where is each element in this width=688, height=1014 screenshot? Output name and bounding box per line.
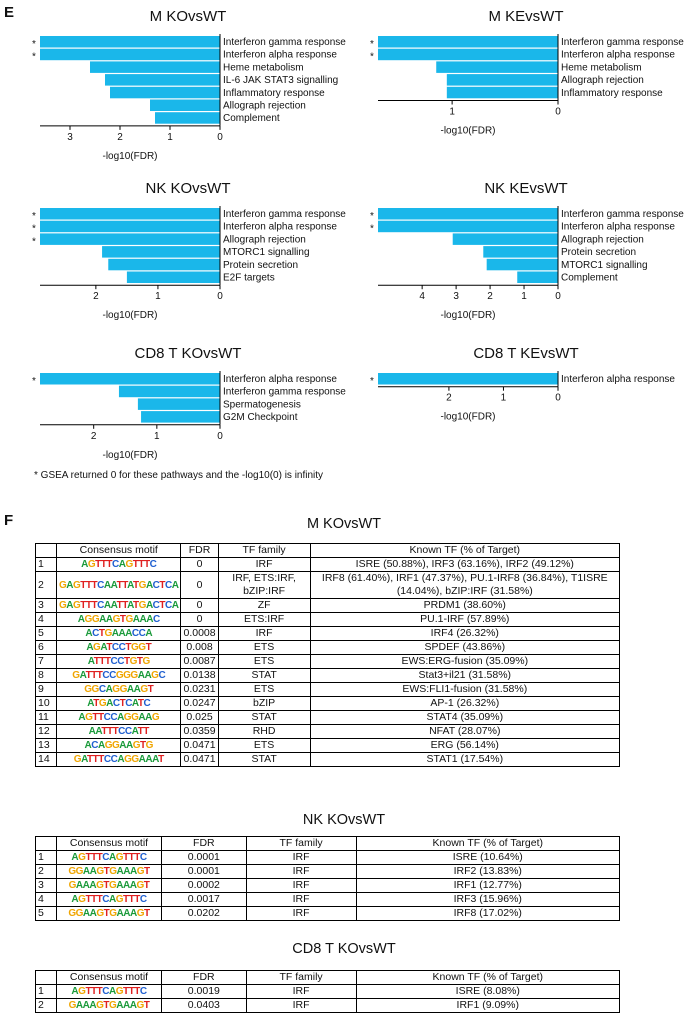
table-row [36, 851, 620, 865]
motif-logo [57, 558, 181, 572]
table-cell: NFAT (28.07%) [310, 725, 619, 739]
table-cell: STAT [218, 753, 310, 767]
category-label: Allograph rejection [561, 75, 644, 87]
chart-plot [366, 180, 686, 328]
table-cell: ZF [218, 599, 310, 613]
motif-logo [57, 572, 181, 599]
row-index: 1 [36, 985, 57, 999]
row-index: 4 [36, 613, 57, 627]
bar-1 [40, 221, 220, 233]
table-cell: IRF3 (15.96%) [356, 893, 619, 907]
tick-label: 0 [555, 106, 561, 118]
table-row [36, 999, 620, 1013]
bar-0 [378, 373, 558, 385]
motif-sequence: AGTTTCAGTTTC [81, 559, 157, 570]
motif-table-m [35, 543, 620, 767]
row-index: 11 [36, 711, 57, 725]
motif-sequence: GAGTTTCAATTATGACTCA [59, 600, 179, 611]
table-cell: 0.0202 [162, 907, 247, 921]
category-label: G2M Checkpoint [223, 412, 298, 424]
infinity-marker: * [370, 376, 374, 387]
bar-2 [90, 61, 220, 73]
table-cell: STAT1 (17.54%) [310, 753, 619, 767]
tick-label: 3 [67, 131, 73, 143]
chart-title: M KOvsWT [149, 8, 227, 25]
bar-3 [447, 74, 558, 86]
infinity-marker: * [370, 223, 374, 235]
table-title-cd8: CD8 T KOvsWT [292, 941, 396, 957]
motif-logo [57, 999, 162, 1013]
tick-label: 2 [93, 291, 99, 303]
category-label: Interferon gamma response [223, 386, 346, 398]
table-cell: 0 [181, 599, 218, 613]
table-cell: ETS:IRF [218, 613, 310, 627]
table-cell: IRF [246, 999, 356, 1013]
row-index: 8 [36, 669, 57, 683]
table-cell: 0 [181, 558, 218, 572]
row-index: 10 [36, 697, 57, 711]
table-row [36, 725, 620, 739]
table-cell: 0.0471 [181, 739, 218, 753]
table-cell: IRF1 (9.09%) [356, 999, 619, 1013]
table-cell: RHD [218, 725, 310, 739]
motif-sequence: GGAAGTGAAAGT [68, 908, 150, 919]
motif-sequence: AGTTCCAGGAAG [78, 712, 160, 723]
motif-sequence: GATTTCCGGGAAGC [72, 670, 166, 681]
table-cell: 0.0008 [181, 627, 218, 641]
motif-logo [57, 613, 181, 627]
table-cell: SPDEF (43.86%) [310, 641, 619, 655]
table-cell: 0.0001 [162, 865, 247, 879]
table-cell: 0.0231 [181, 683, 218, 697]
table-cell: ETS [218, 655, 310, 669]
table-cell: bZIP [218, 697, 310, 711]
table-header-row [36, 837, 620, 851]
bar-4 [487, 259, 558, 271]
bar-3 [141, 411, 220, 423]
table-row [36, 599, 620, 613]
table-cell: 0.0017 [162, 893, 247, 907]
table-row [36, 641, 620, 655]
table-cell: ISRE (8.08%) [356, 985, 619, 999]
row-index: 5 [36, 627, 57, 641]
table-cell: ISRE (10.64%) [356, 851, 619, 865]
header-cell: TF family [218, 544, 310, 558]
table-cell: IRF [218, 627, 310, 641]
row-index: 3 [36, 879, 57, 893]
infinity-marker: * [32, 376, 36, 387]
table-cell: 0.0019 [162, 985, 247, 999]
table-title-nk: NK KOvsWT [302, 812, 386, 828]
motif-logo [57, 893, 162, 907]
chart-m-kovswt [28, 8, 348, 162]
bar-4 [110, 87, 220, 99]
header-cell: TF family [246, 971, 356, 985]
header-cell: Known TF (% of Target) [310, 544, 619, 558]
bar-2 [40, 233, 220, 245]
bar-0 [378, 36, 558, 48]
table-cell: Stat3+il21 (31.58%) [310, 669, 619, 683]
bar-2 [436, 61, 558, 73]
table-row [36, 558, 620, 572]
motif-logo [57, 669, 181, 683]
header-cell: FDR [181, 544, 218, 558]
table-cell: STAT [218, 669, 310, 683]
tick-label: 2 [487, 291, 493, 303]
table-cell: EWS:FLI1-fusion (31.58%) [310, 683, 619, 697]
motif-sequence: AGTTTCAGTTTC [71, 894, 147, 905]
table-cell: EWS:ERG-fusion (35.09%) [310, 655, 619, 669]
row-index: 13 [36, 739, 57, 753]
table-row [36, 893, 620, 907]
category-label: Inflammatory response [223, 87, 325, 99]
table-cell: IRF8 (17.02%) [356, 907, 619, 921]
row-index: 7 [36, 655, 57, 669]
table-cell: IRF [246, 985, 356, 999]
tick-label: 0 [217, 291, 223, 303]
x-axis-label: -log10(FDR) [102, 150, 158, 162]
bar-2 [453, 233, 558, 245]
table-cell: 0.025 [181, 711, 218, 725]
table-cell: IRF [246, 851, 356, 865]
motif-sequence: GGAAGTGAAAGT [68, 866, 150, 877]
category-label: Complement [561, 272, 618, 284]
category-label: E2F targets [223, 272, 275, 284]
chart-nk-kevswt [366, 180, 686, 330]
category-label: Interferon alpha response [561, 221, 675, 233]
motif-sequence: AGTTTCAGTTTC [71, 852, 147, 863]
category-label: Interferon alpha response [223, 49, 337, 61]
category-label: Heme metabolism [223, 62, 304, 74]
bar-1 [378, 49, 558, 61]
table-cell: ISRE (50.88%), IRF3 (63.16%), IRF2 (49.12%) [310, 558, 619, 572]
header-cell: Known TF (% of Target) [356, 971, 619, 985]
chart-plot [28, 8, 348, 169]
category-label: Inflammatory response [561, 87, 663, 99]
table-cell: PU.1-IRF (57.89%) [310, 613, 619, 627]
table-cell: IRF [218, 558, 310, 572]
header-cell: Known TF (% of Target) [356, 837, 619, 851]
chart-title: M KEvsWT [488, 8, 564, 25]
header-cell: TF family [246, 837, 356, 851]
table-row [36, 683, 620, 697]
row-index: 2 [36, 572, 57, 599]
chart-plot [366, 8, 686, 144]
motif-logo [57, 851, 162, 865]
category-label: Protein secretion [223, 259, 299, 271]
category-label: MTORC1 signalling [561, 259, 648, 271]
table-cell: 0.0471 [181, 753, 218, 767]
table-cell: IRF [246, 865, 356, 879]
motif-logo [57, 865, 162, 879]
table-cell: IRF, ETS:IRF, bZIP:IRF [218, 572, 310, 599]
motif-logo [57, 641, 181, 655]
bar-0 [40, 36, 220, 48]
bar-2 [138, 398, 220, 410]
category-label: Interferon alpha response [561, 49, 675, 61]
table-header-row [36, 544, 620, 558]
table-cell: IRF2 (13.83%) [356, 865, 619, 879]
motif-sequence: AGGAAGTGAAAC [77, 614, 160, 625]
table-cell: STAT [218, 711, 310, 725]
tick-label: 0 [217, 430, 223, 442]
infinity-marker: * [32, 39, 36, 50]
tick-label: 1 [167, 131, 173, 143]
x-axis-label: -log10(FDR) [440, 310, 496, 322]
table-cell: STAT4 (35.09%) [310, 711, 619, 725]
motif-sequence: GAAAGTGAAAGT [68, 880, 150, 891]
table-row [36, 739, 620, 753]
table-row [36, 572, 620, 599]
category-label: Interferon alpha response [223, 221, 337, 233]
bar-3 [483, 246, 558, 258]
motif-logo [57, 725, 181, 739]
header-cell [36, 544, 57, 558]
infinity-marker: * [32, 223, 36, 235]
header-cell: Consensus motif [57, 544, 181, 558]
x-axis-label: -log10(FDR) [440, 411, 496, 423]
tick-label: 2 [90, 430, 97, 442]
table-cell: ERG (56.14%) [310, 739, 619, 753]
category-label: Complement [223, 113, 280, 125]
row-index: 4 [36, 893, 57, 907]
bar-1 [119, 386, 220, 398]
table-cell: IRF [246, 879, 356, 893]
tick-label: 0 [555, 392, 561, 404]
table-cell: IRF1 (12.77%) [356, 879, 619, 893]
header-cell: Consensus motif [57, 971, 162, 985]
table-title-m: M KOvsWT [306, 516, 382, 532]
category-label: Interferon gamma response [223, 37, 346, 48]
chart-title: CD8 T KOvsWT [134, 345, 242, 362]
table-cell: 0.008 [181, 641, 218, 655]
motif-logo [57, 985, 162, 999]
bar-0 [40, 373, 220, 385]
bar-3 [102, 246, 220, 258]
category-label: Interferon gamma response [561, 209, 684, 220]
table-row [36, 753, 620, 767]
tick-label: 1 [521, 291, 527, 303]
table-cell: 0.0087 [181, 655, 218, 669]
table-row [36, 697, 620, 711]
chart-cd8-kovswt [28, 345, 348, 465]
table-row [36, 985, 620, 999]
header-cell [36, 837, 57, 851]
tick-label: 1 [500, 392, 507, 404]
motif-sequence: GGCAGGAAGT [84, 684, 154, 695]
category-label: Interferon gamma response [223, 209, 346, 220]
bar-5 [517, 272, 558, 284]
table-cell: 0.0002 [162, 879, 247, 893]
infinity-marker: * [370, 39, 374, 50]
table-cell: 0.0359 [181, 725, 218, 739]
tick-label: 1 [449, 106, 455, 118]
motif-table-cd8 [35, 970, 620, 1013]
chart-cd8-kevswt [366, 345, 686, 465]
table-row [36, 907, 620, 921]
chart-plot [28, 180, 348, 328]
chart-title: NK KEvsWT [484, 180, 568, 197]
category-label: Allograph rejection [223, 100, 306, 112]
row-index: 1 [36, 851, 57, 865]
tick-label: 0 [555, 291, 561, 303]
panel-letter-f: F [4, 512, 14, 529]
motif-logo [57, 697, 181, 711]
row-index: 3 [36, 599, 57, 613]
header-cell: FDR [162, 971, 247, 985]
chart-plot [28, 345, 348, 468]
table-row [36, 879, 620, 893]
category-label: Interferon gamma response [561, 37, 684, 48]
category-label: Heme metabolism [561, 62, 642, 74]
table-cell: IRF [246, 907, 356, 921]
table-cell: IRF4 (26.32%) [310, 627, 619, 641]
category-label: IL-6 JAK STAT3 signalling [223, 75, 339, 87]
bar-5 [127, 272, 220, 284]
category-label: Protein secretion [561, 247, 637, 259]
category-label: Interferon alpha response [223, 374, 337, 385]
infinity-marker: * [370, 211, 374, 222]
table-row [36, 669, 620, 683]
tick-label: 1 [155, 291, 161, 303]
table-cell: ETS [218, 683, 310, 697]
tick-label: 1 [154, 430, 160, 442]
table-cell: ETS [218, 641, 310, 655]
motif-logo [57, 683, 181, 697]
motif-sequence: ATGACTCATC [87, 698, 151, 709]
x-axis-label: -log10(FDR) [440, 125, 496, 137]
motif-sequence: GAGTTTCAATTATGACTCA [59, 579, 179, 591]
panel-letter-e: E [4, 4, 15, 21]
x-axis-label: -log10(FDR) [102, 310, 158, 322]
table-row [36, 711, 620, 725]
table-row [36, 655, 620, 669]
bar-0 [40, 208, 220, 220]
tick-label: 2 [446, 392, 452, 404]
table-row [36, 613, 620, 627]
table-cell: 0.0138 [181, 669, 218, 683]
chart-title: NK KOvsWT [145, 180, 231, 197]
row-index: 1 [36, 558, 57, 572]
motif-table-nk [35, 836, 620, 921]
tick-label: 4 [419, 291, 425, 303]
motif-sequence: GAAAGTGAAAGT [68, 1000, 150, 1011]
row-index: 5 [36, 907, 57, 921]
motif-logo [57, 711, 181, 725]
infinity-marker: * [32, 211, 36, 222]
category-label: Interferon alpha response [561, 374, 675, 385]
motif-logo [57, 879, 162, 893]
table-header-row [36, 971, 620, 985]
motif-logo [57, 753, 181, 767]
chart-title: CD8 T KEvsWT [473, 345, 579, 362]
infinity-marker: * [370, 51, 374, 63]
header-cell: FDR [162, 837, 247, 851]
bar-1 [378, 221, 558, 233]
table-row [36, 627, 620, 641]
infinity-marker: * [32, 236, 36, 248]
category-label: Allograph rejection [561, 234, 644, 246]
table-cell: PRDM1 (38.60%) [310, 599, 619, 613]
chart-m-kevswt [366, 8, 686, 158]
category-label: Allograph rejection [223, 234, 306, 246]
table-cell: 0.0247 [181, 697, 218, 711]
gsea-footnote: * GSEA returned 0 for these pathways and the -log10(0) is infinity [34, 470, 324, 481]
bar-6 [155, 112, 220, 124]
bar-1 [40, 49, 220, 61]
row-index: 12 [36, 725, 57, 739]
chart-nk-kovswt [28, 180, 348, 330]
table-cell: 0.0403 [162, 999, 247, 1013]
row-index: 2 [36, 865, 57, 879]
tick-label: 2 [117, 131, 123, 143]
table-cell: IRF8 (61.40%), IRF1 (47.37%), PU.1-IRF8 (36.84%), T1ISRE (14.04%), bZIP:IRF (31.58%) [310, 572, 619, 599]
table-cell: AP-1 (26.32%) [310, 697, 619, 711]
header-cell [36, 971, 57, 985]
infinity-marker: * [32, 51, 36, 63]
motif-sequence: ACTGAAACCA [85, 628, 153, 639]
motif-logo [57, 599, 181, 613]
header-cell: Consensus motif [57, 837, 162, 851]
category-label: MTORC1 signalling [223, 247, 310, 259]
bar-5 [150, 100, 220, 112]
motif-sequence: AGATCCTGGT [86, 642, 152, 653]
row-index: 9 [36, 683, 57, 697]
row-index: 14 [36, 753, 57, 767]
bar-4 [108, 259, 220, 271]
table-cell: 0 [181, 613, 218, 627]
table-row [36, 865, 620, 879]
row-index: 6 [36, 641, 57, 655]
motif-logo [57, 655, 181, 669]
motif-logo [57, 907, 162, 921]
motif-sequence: ACAGGAAGTG [84, 740, 153, 751]
row-index: 2 [36, 999, 57, 1013]
motif-sequence: GATTTCCAGGAAAT [73, 754, 164, 765]
motif-sequence: AATTTCCATT [88, 726, 149, 737]
bar-3 [105, 74, 220, 86]
tick-label: 3 [453, 291, 459, 303]
table-cell: IRF [246, 893, 356, 907]
motif-sequence: AGTTTCAGTTTC [71, 986, 147, 997]
x-axis-label: -log10(FDR) [102, 449, 158, 461]
bar-4 [447, 87, 558, 99]
motif-logo [57, 739, 181, 753]
motif-sequence: ATTTCCTGTG [87, 656, 150, 667]
category-label: Spermatogenesis [223, 399, 301, 411]
table-cell: 0.0001 [162, 851, 247, 865]
motif-logo [57, 627, 181, 641]
table-cell: ETS [218, 739, 310, 753]
bar-0 [378, 208, 558, 220]
table-cell: 0 [181, 572, 218, 599]
tick-label: 0 [217, 131, 223, 143]
